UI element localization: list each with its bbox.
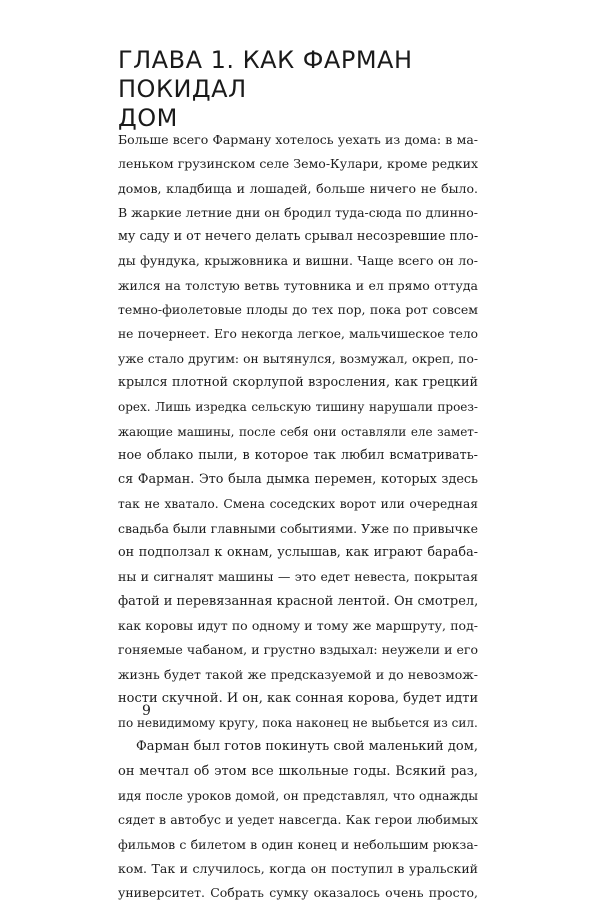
text-line: университет. Собрать сумку оказалось очень просто, <box>118 885 478 901</box>
text-line: крылся плотной скорлупой взросления, как грецкий <box>118 374 478 390</box>
text-line: жающие машины, после себя они оставляли еле замет- <box>118 424 478 439</box>
chapter-body <box>118 128 478 906</box>
paragraph-2 <box>118 735 478 905</box>
text-line: жился на толстую ветвь тутовника и ел прямо оттуда <box>118 277 478 293</box>
text-line: он подползал к окнам, услышав, как играют бараба- <box>118 545 478 561</box>
text-line: му саду и от нечего делать срывал несозревшие пло- <box>118 229 478 245</box>
text-line: домов, кладбища и лошадей, больше ничего не было. <box>118 180 478 196</box>
text-line: по невидимому кругу, пока наконец не выбьется из сил. <box>118 716 478 731</box>
text-line: ком. Так и случилось, когда он поступил в уральский <box>118 860 478 876</box>
text-line: гоняемые чабаном, и грустно вздыхал: неужели и его <box>118 642 478 658</box>
text-line: орех. Лишь изредка сельскую тишину нарушали проез- <box>118 400 478 415</box>
text-line: ся Фарман. Это была дымка перемен, которых здесь <box>118 472 478 488</box>
text-line: он мечтал об этом все школьные годы. Всякий раз, <box>118 763 478 779</box>
text-line: Фарман был готов покинуть свой маленький дом, <box>136 739 478 755</box>
text-line: жизнь будет такой же предсказуемой и до невозмож- <box>118 666 478 682</box>
chapter-title-line: ГЛАВА 1. КАК ФАРМАН ПОКИДАЛ <box>118 46 413 103</box>
text-line: ности скучной. И он, как сонная корова, будет идти <box>118 690 478 706</box>
text-line: так не хватало. Смена соседских ворот или очередная <box>118 497 478 512</box>
text-line: фатой и перевязанная красной лентой. Он смотрел, <box>118 593 478 609</box>
text-line: не почернеет. Его некогда легкое, мальчишеское тело <box>118 327 478 342</box>
text-line: как коровы идут по одному и тому же маршруту, под- <box>118 617 478 633</box>
text-line: ны и сигналят машины — это едет невеста, покрытая <box>118 569 478 585</box>
text-line: уже стало другим: он вытянулся, возмужал, окреп, по- <box>118 351 478 366</box>
text-line: Больше всего Фарману хотелось уехать из дома: в ма- <box>118 132 478 147</box>
text-line: идя после уроков домой, он представлял, что однажды <box>118 789 478 804</box>
chapter-title-line: ДОМ <box>118 104 178 132</box>
text-line: леньком грузинском селе Земо-Кулари, кроме редких <box>118 156 478 172</box>
text-line: ное облако пыли, в которое так любил всматривать- <box>118 447 478 463</box>
chapter-title <box>118 46 498 133</box>
text-line: ды фундука, крыжовника и вишни. Чаще всего он ло- <box>118 253 478 269</box>
text-line: В жаркие летние дни он бродил туда-сюда по длинно- <box>118 204 478 220</box>
text-line: сядет в автобус и уедет навсегда. Как герои любимых <box>118 812 478 828</box>
paragraph-1 <box>118 128 478 735</box>
page-number: 9 <box>142 703 151 719</box>
text-line: свадьба были главными событиями. Уже по привычке <box>118 520 478 536</box>
text-line: темно-фиолетовые плоды до тех пор, пока рот совсем <box>118 302 478 318</box>
text-line: фильмов с билетом в один конец и небольшим рюкза- <box>118 836 478 852</box>
